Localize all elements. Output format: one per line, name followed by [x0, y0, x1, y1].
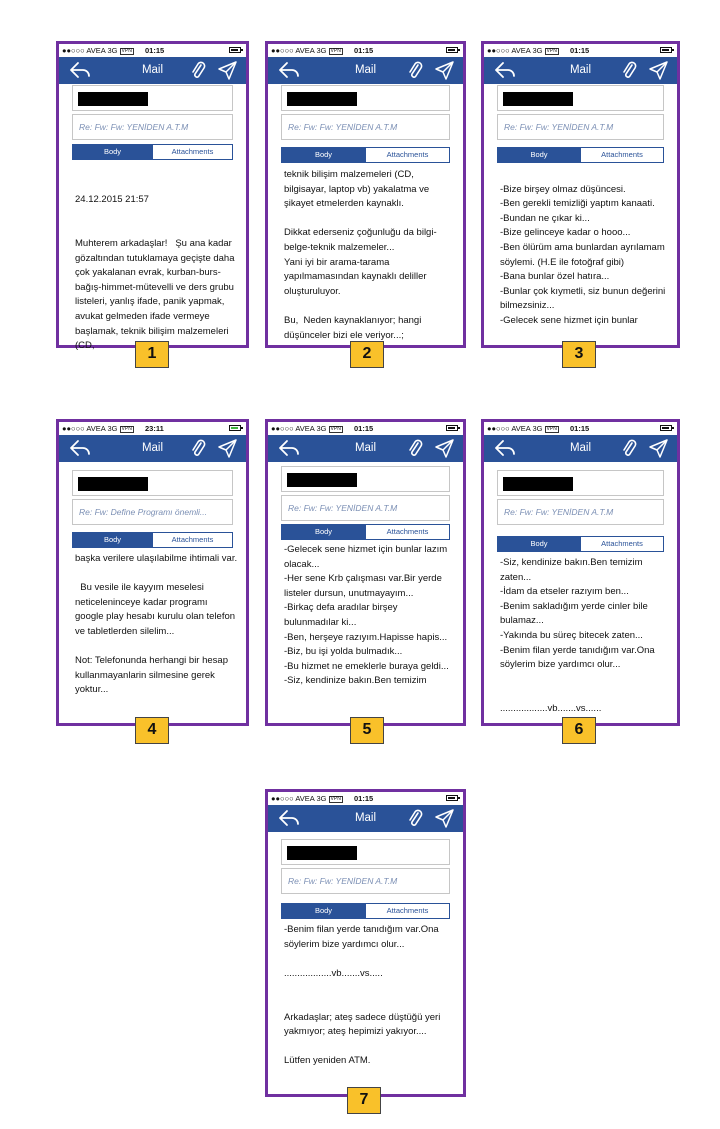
battery-icon [229, 47, 241, 53]
mail-navbar [484, 57, 677, 84]
body-attachments-toggle [281, 524, 450, 540]
body-attachments-toggle [497, 147, 664, 163]
back-arrow-icon[interactable] [278, 439, 300, 457]
subject-text: Re: Fw: Fw: YENİDEN A.T.M [288, 122, 398, 132]
redacted-block [287, 846, 357, 860]
back-arrow-icon[interactable] [278, 809, 300, 827]
screen-number-badge: 1 [135, 341, 169, 368]
phone-screen-5 [265, 419, 466, 726]
mail-navbar [268, 435, 463, 462]
body-attachments-toggle [72, 144, 233, 160]
tab-attachments[interactable]: Attachments [152, 145, 232, 159]
status-bar [484, 44, 677, 57]
phone-screen-6 [481, 419, 680, 726]
tab-attachments[interactable]: Attachments [365, 148, 449, 162]
status-carrier: ●●○○○ AVEA 3G VPN [271, 46, 341, 55]
battery-icon [660, 47, 672, 53]
back-arrow-icon[interactable] [494, 439, 516, 457]
battery-fill [231, 49, 238, 51]
status-bar [484, 422, 677, 435]
nav-title: Mail [354, 442, 377, 454]
redacted-block [503, 477, 573, 491]
message-text: teknik bilişim malzemeleri (CD, bilgisayar, laptop vb) yakalatma ve şikayet etmelerden kaynaklı. Dikkat ederseniz çoğunluğu da bilgi-belge-teknik malzemeler... Yani iyi bir arama-tarama yapılmamasından kaynaklı deliller oluşturuluyor. Bu, Neden kaynaklanıyor; hangi düşünceler bizi ele veriyor...; [284, 169, 437, 341]
status-time: 01:15 [354, 794, 374, 803]
message-body [284, 168, 455, 343]
paperclip-icon[interactable] [407, 809, 423, 828]
status-carrier: ●●○○○ AVEA 3G VPN [62, 424, 132, 433]
recipient-field[interactable] [281, 85, 450, 111]
send-icon[interactable] [218, 439, 237, 458]
subject-field[interactable] [281, 495, 450, 521]
subject-text: Re: Fw: Fw: YENİDEN A.T.M [288, 876, 398, 886]
vpn-badge: VPN [330, 426, 341, 432]
message-body [284, 923, 455, 1092]
send-icon[interactable] [435, 809, 454, 828]
redacted-block [287, 92, 357, 106]
screen-number-badge: 4 [135, 717, 169, 744]
subject-field[interactable] [497, 114, 664, 140]
status-time: 01:15 [570, 46, 590, 55]
body-attachments-toggle [281, 903, 450, 919]
mail-navbar [268, 57, 463, 84]
send-icon[interactable] [649, 439, 668, 458]
nav-title: Mail [569, 442, 592, 454]
mail-navbar [484, 435, 677, 462]
battery-fill [231, 427, 238, 429]
status-bar [268, 44, 463, 57]
mail-navbar [268, 805, 463, 832]
tab-attachments[interactable]: Attachments [580, 148, 663, 162]
battery-fill [448, 427, 455, 429]
paperclip-icon[interactable] [621, 439, 637, 458]
status-carrier: ●●○○○ AVEA 3G VPN [271, 794, 341, 803]
screen-number-badge: 5 [350, 717, 384, 744]
tab-attachments[interactable]: Attachments [580, 537, 663, 551]
vpn-badge: VPN [330, 796, 341, 802]
status-carrier: ●●○○○ AVEA 3G VPN [271, 424, 341, 433]
redacted-block [503, 92, 573, 106]
body-attachments-toggle [497, 536, 664, 552]
tab-body[interactable]: Body [73, 145, 152, 159]
tab-body[interactable]: Body [282, 904, 365, 918]
status-carrier: ●●○○○ AVEA 3G VPN [487, 46, 557, 55]
paperclip-icon[interactable] [407, 61, 423, 80]
send-icon[interactable] [435, 61, 454, 80]
message-text: -Bize birşey olmaz düşüncesi. -Ben gerekli temizliği yaptım kanaati. -Bundan ne çıkar ki... -Bize gelinceye kadar o hooo... -Ben ölürüm ama bunlardan ayrılamam söylemi. (H.E ile fotoğraf gibi) -Bana bunlar özel hatıra... -Bunlar çok kıymetli, siz bunun değerini bilmezsiniz... -Gelecek sene hizmet için bunlar [500, 183, 666, 326]
message-text: -Gelecek sene hizmet için bunlar lazım olacak... -Her sene Krb çalışması var.Bir yerde listeler dursun, unutmayayım... -Birkaç defa aradılar birşey bulunmadılar ki... -Ben, herşeye razıyım.Hapisse hapis... -Biz, bu işi yolda bulmadık... -Bu hizmet ne emeklerle buraya geldi... -Siz, kendinize bakın.Ben temizim [284, 544, 449, 687]
paperclip-icon[interactable] [407, 439, 423, 458]
subject-field[interactable] [281, 114, 450, 140]
send-icon[interactable] [649, 61, 668, 80]
subject-field[interactable] [72, 499, 233, 525]
send-icon[interactable] [218, 61, 237, 80]
nav-title: Mail [354, 64, 377, 76]
tab-body[interactable]: Body [282, 148, 365, 162]
paperclip-icon[interactable] [190, 439, 206, 458]
subject-text: Re: Fw: Fw: YENİDEN A.T.M [504, 122, 614, 132]
message-body [284, 543, 455, 721]
tab-body[interactable]: Body [498, 148, 580, 162]
phone-screen-4 [56, 419, 249, 726]
screen-number-badge: 7 [347, 1087, 381, 1114]
phone-screen-7 [265, 789, 466, 1097]
nav-title: Mail [141, 64, 164, 76]
send-icon[interactable] [435, 439, 454, 458]
recipient-field[interactable] [72, 85, 233, 111]
tab-attachments[interactable]: Attachments [365, 904, 449, 918]
tab-body[interactable]: Body [498, 537, 580, 551]
subject-text: Re: Fw: Define Programı önemli... [79, 507, 208, 517]
battery-icon [660, 425, 672, 431]
battery-icon [229, 425, 241, 431]
redacted-block [78, 92, 148, 106]
battery-icon [446, 795, 458, 801]
message-body [75, 552, 238, 721]
phone-screen-3 [481, 41, 680, 348]
screen-number-badge: 3 [562, 341, 596, 368]
status-carrier: ●●○○○ AVEA 3G VPN [62, 46, 132, 55]
status-time: 01:15 [570, 424, 590, 433]
battery-icon [446, 425, 458, 431]
recipient-field[interactable] [281, 839, 450, 865]
redacted-block [287, 473, 357, 487]
mail-navbar [59, 57, 246, 84]
subject-text: Re: Fw: Fw: YENİDEN A.T.M [504, 507, 614, 517]
vpn-badge: VPN [546, 426, 557, 432]
back-arrow-icon[interactable] [69, 439, 91, 457]
screen-number-badge: 6 [562, 717, 596, 744]
battery-icon [446, 47, 458, 53]
phone-screen-2 [265, 41, 466, 348]
status-time: 01:15 [354, 424, 374, 433]
subject-text: Re: Fw: Fw: YENİDEN A.T.M [79, 122, 189, 132]
status-bar [59, 44, 246, 57]
recipient-field[interactable] [72, 470, 233, 496]
screen-number-badge: 2 [350, 341, 384, 368]
vpn-badge: VPN [330, 48, 341, 54]
body-attachments-toggle [281, 147, 450, 163]
recipient-field[interactable] [497, 470, 664, 496]
tab-attachments[interactable]: Attachments [152, 533, 232, 547]
vpn-badge: VPN [121, 426, 132, 432]
tab-attachments[interactable]: Attachments [365, 525, 449, 539]
subject-text: Re: Fw: Fw: YENİDEN A.T.M [288, 503, 398, 513]
nav-title: Mail [569, 64, 592, 76]
message-text: başka verilere ulaşılabilme ihtimali var. Bu vesile ile kayyım meselesi neticeleninceye kadar programı google play hesabı kurulu olan telefon ve tabletlerden silelim... Not: Telefonunda herhangi bir hesap kullanmayanlarin silmesine gerek yoktur... [75, 553, 238, 696]
nav-title: Mail [141, 442, 164, 454]
message-text: -Benim filan yerde tanıdığım var.Ona söylerim bize yardımcı olur... ..................vb.......vs..... Arkadaşlar; ateş sadece düştüğü yeri yakmıyor; ateş hepimizi yakıyor.... Lütfen yeniden ATM. [284, 924, 441, 1067]
redacted-block [78, 477, 148, 491]
battery-fill [662, 49, 669, 51]
body-attachments-toggle [72, 532, 233, 548]
recipient-field[interactable] [281, 466, 450, 492]
status-time: 23:11 [145, 424, 164, 433]
status-time: 01:15 [354, 46, 374, 55]
message-text: -Siz, kendinize bakın.Ben temizim zaten... -İdam da etseler razıyım ben... -Benim sakladığım yerde cinler bile bulamaz... -Yakında bu süreç bitecek zaten... -Benim filan yerde tanıdığım var.Ona söylerim bize yardımcı olur... ..................vb.......vs...... [500, 557, 655, 714]
recipient-field[interactable] [497, 85, 664, 111]
back-arrow-icon[interactable] [69, 61, 91, 79]
status-bar [59, 422, 246, 435]
tab-body[interactable]: Body [73, 533, 152, 547]
message-body [75, 164, 238, 352]
back-arrow-icon[interactable] [494, 61, 516, 79]
vpn-badge: VPN [121, 48, 132, 54]
status-bar [268, 792, 463, 805]
subject-field[interactable] [497, 499, 664, 525]
battery-fill [662, 427, 669, 429]
back-arrow-icon[interactable] [278, 61, 300, 79]
message-body [500, 556, 669, 721]
message-text: 24.12.2015 21:57 Muhterem arkadaşlar! Şu ana kadar gözaltından tutuklamaya geçişte daha çok yakalanan evrak, kurban-burs-bağış-himmet-mütevelli ve ders grubu listeleri, yanlış ifade, panik yapmak, avukat gelmeden ifade vermeye başlamak, teknik bilişim malzemeleri (CD, [75, 194, 235, 352]
status-carrier: ●●○○○ AVEA 3G VPN [487, 424, 557, 433]
status-time: 01:15 [145, 46, 165, 55]
vpn-badge: VPN [546, 48, 557, 54]
status-bar [268, 422, 463, 435]
message-body [500, 168, 669, 343]
mail-navbar [59, 435, 246, 462]
nav-title: Mail [354, 812, 377, 824]
phone-screen-1 [56, 41, 249, 352]
battery-fill [448, 797, 455, 799]
tab-body[interactable]: Body [282, 525, 365, 539]
paperclip-icon[interactable] [621, 61, 637, 80]
paperclip-icon[interactable] [190, 61, 206, 80]
subject-field[interactable] [281, 868, 450, 894]
subject-field[interactable] [72, 114, 233, 140]
battery-fill [448, 49, 455, 51]
